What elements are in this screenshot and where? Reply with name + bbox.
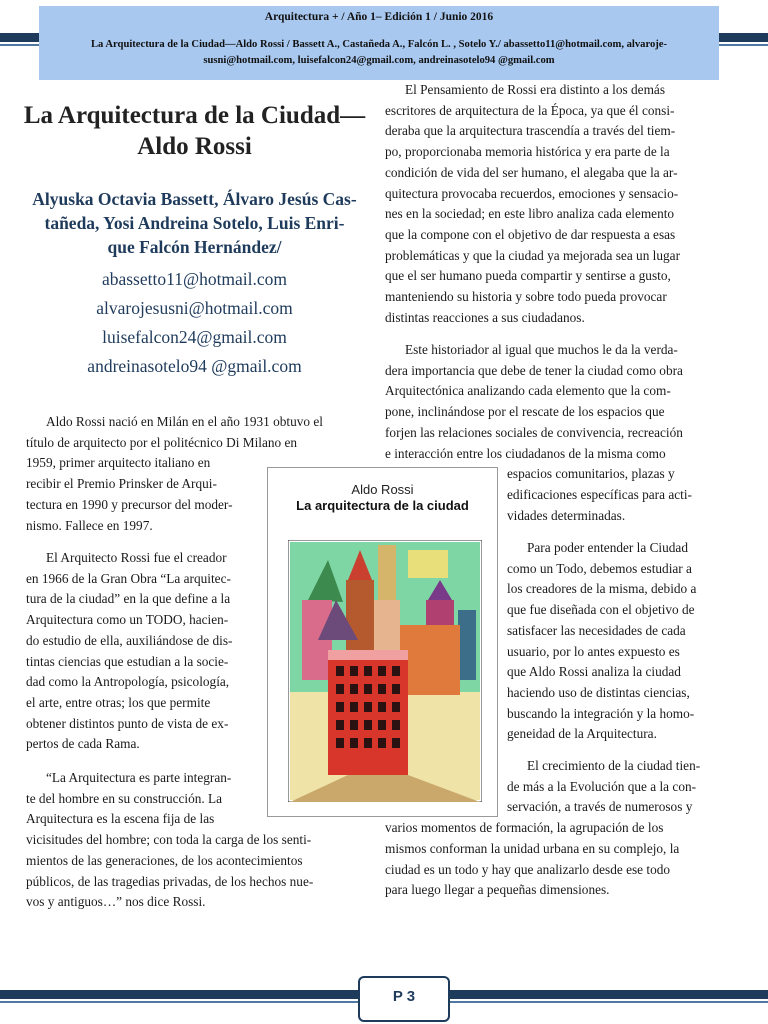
text-line: distintas reacciones a sus ciudadanos. (385, 309, 585, 325)
text-line: en 1966 de la Gran Obra “La arquitec- (26, 570, 231, 586)
text-line: El crecimiento de la ciudad tien- (527, 758, 701, 773)
text-line: manteniendo su historia y sobre todo pueda provocar (385, 289, 667, 305)
text-line: título de arquitecto por el politécnico Di Milano en (26, 434, 298, 450)
text-line: vos y antiguos…” nos dice Rossi. (26, 894, 206, 910)
text-line: deraba que la arquitectura trascendía a través del tiem- (385, 123, 676, 139)
text-line: como un Todo, debemos estudiar a (507, 560, 692, 576)
text-line: escritores de arquitectura de la Época, ya que él consi- (385, 102, 675, 118)
text-line: ciudad es un todo y hay que analizarlo desde ese todo (385, 861, 671, 877)
text-line: buscando la integración y la homo- (507, 705, 695, 721)
text-line: geneidad de la Arquitectura. (507, 726, 657, 742)
citation-line-2: susni@hotmail.com, luisefalcon24@gmail.com, andreinasotelo94 @gmail.com (203, 55, 555, 66)
running-header (39, 6, 719, 80)
text-line: 1959, primer arquitecto italiano en (26, 455, 211, 471)
text-line: recibir el Premio Prinsker de Arqui- (26, 476, 217, 492)
text-line: haciendo uso de distintas ciencias, (507, 684, 690, 700)
title-line-1: La Arquitectura de la Ciudad— (23, 102, 366, 129)
text-line: nismo. Fallece en 1997. (26, 517, 153, 533)
text-line: mismos conforman la unidad urbana en su complejo, la (385, 840, 680, 856)
text-line: obtener distintos punto de vista de ex- (26, 715, 229, 731)
text-line: que la compone con el objetivo de dar respuesta a esas (385, 226, 676, 242)
text-line: que el ser humano pueda compartir y sentirse a gusto, (385, 268, 671, 284)
text-line: forjen las relaciones sociales de convivencia, recreación (385, 424, 683, 440)
text-line: dad como la Antropología, psicología, (26, 674, 230, 690)
text-line: mientos de las generaciones, de los acontecimientos (26, 852, 303, 868)
text-line: edificaciones específicas para acti- (507, 486, 692, 502)
text-line: para luego llegar a pequeñas dimensiones. (385, 882, 610, 898)
issue-info: Arquitectura + / Año 1– Edición 1 / Junio 2016 (264, 11, 494, 23)
email-castaneda: alvarojesusni@hotmail.com (96, 298, 293, 318)
text-line: nes en la sociedad; en este libro analiza cada elemento (385, 206, 675, 222)
title-line-2: Aldo Rossi (137, 133, 252, 160)
text-line: El Arquitecto Rossi fue el creador (46, 550, 227, 565)
text-line: “La Arquitectura es parte integran- (46, 770, 232, 785)
book-cover-image (267, 467, 498, 817)
text-line: de más a la Evolución que a la con- (507, 778, 697, 794)
text-line: el arte, entre otras; los que permite (26, 694, 211, 710)
text-line: condición de vida del ser humano, el alegaba que la ar- (385, 164, 678, 180)
citation-line-1: La Arquitectura de la Ciudad—Aldo Rossi / Bassett A., Castañeda A., Falcón L. , Sotelo Y./ abassetto11@hotmail.com, alvaroje- (90, 39, 668, 50)
text-line: varios momentos de formación, la agrupación de los (385, 820, 664, 836)
text-line: usuario, por lo antes expuesto es (507, 643, 680, 659)
author-emails (22, 265, 367, 381)
cover-illustration (288, 540, 482, 802)
email-bassett: abassetto11@hotmail.com (101, 269, 288, 289)
page-number: P 3 (358, 976, 450, 1022)
authors-line-2: tañeda, Yosi Andreina Sotelo, Luis Enri- (44, 213, 345, 233)
text-line: e interacción entre los ciudadanos de la misma como (385, 445, 666, 461)
text-line: po, proporcionaba memoria histórica y era parte de la (385, 144, 670, 160)
authors-line-3: que Falcón Hernández/ (107, 237, 282, 257)
email-sotelo: andreinasotelo94 @gmail.com (87, 356, 302, 376)
text-line: Para poder entender la Ciudad (527, 540, 688, 555)
text-line: dera importancia que debe de tener la ciudad como obra (385, 362, 683, 378)
text-line: Este historiador al igual que muchos le da la verda- (405, 342, 678, 357)
text-line: pone, inclinándose por el rescate de los espacios que (385, 404, 665, 420)
text-line: do estudio de ella, auxiliándose de dis- (26, 632, 233, 648)
text-line: vidades determinadas. (507, 507, 626, 523)
text-line: Arquitectura como un TODO, hacien- (26, 612, 229, 628)
text-line: problemáticas y que la ciudad ya mejorada sea un lugar (385, 247, 680, 263)
right-paragraph-3 (507, 538, 724, 745)
book-author: Aldo Rossi (351, 482, 414, 497)
text-line: satisfacer las necesidades de cada (507, 622, 686, 638)
text-line: te del hombre en su construcción. La (26, 790, 223, 806)
text-line: El Pensamiento de Rossi era distinto a los demás (405, 82, 665, 97)
book-title: La arquitectura de la ciudad (296, 498, 469, 513)
text-line: servación, a través de numerosos y (507, 799, 693, 815)
text-line: públicos, de las tragedias privadas, de los hechos nue- (26, 873, 314, 889)
article-title (22, 100, 367, 162)
text-line: los creadores de la misma, debido a (507, 581, 697, 597)
text-line: Arquitectura es la escena fija de las (26, 811, 215, 827)
article-authors (22, 187, 367, 259)
text-line: que Aldo Rossi analiza la ciudad (507, 664, 681, 680)
text-line: vicisitudes del hombre; con toda la carga de los senti- (26, 832, 312, 848)
text-line: que fue diseñada con el objetivo de (507, 602, 695, 618)
left-paragraph-2 (26, 548, 261, 755)
text-line: tectura en 1990 y precursor del moder- (26, 496, 233, 512)
text-line: espacios comunitarios, plazas y (507, 466, 675, 482)
text-line: tura de la ciudad” en la que define a la (26, 591, 231, 607)
text-line: Aldo Rossi nació en Milán en el año 1931 obtuvo el (46, 414, 323, 429)
right-paragraph-1 (385, 80, 724, 328)
text-line: Arquitectónica analizando cada elemento que la com- (385, 383, 671, 399)
text-line: pertos de cada Rama. (26, 736, 140, 752)
email-falcon: luisefalcon24@gmail.com (102, 327, 287, 347)
text-line: tintas ciencias que estudian a la socie- (26, 653, 229, 669)
text-line: quitectura provocaba recuerdos, emociones y sensacio- (385, 185, 679, 201)
authors-line-1: Alyuska Octavia Bassett, Álvaro Jesús Cas- (32, 189, 357, 209)
